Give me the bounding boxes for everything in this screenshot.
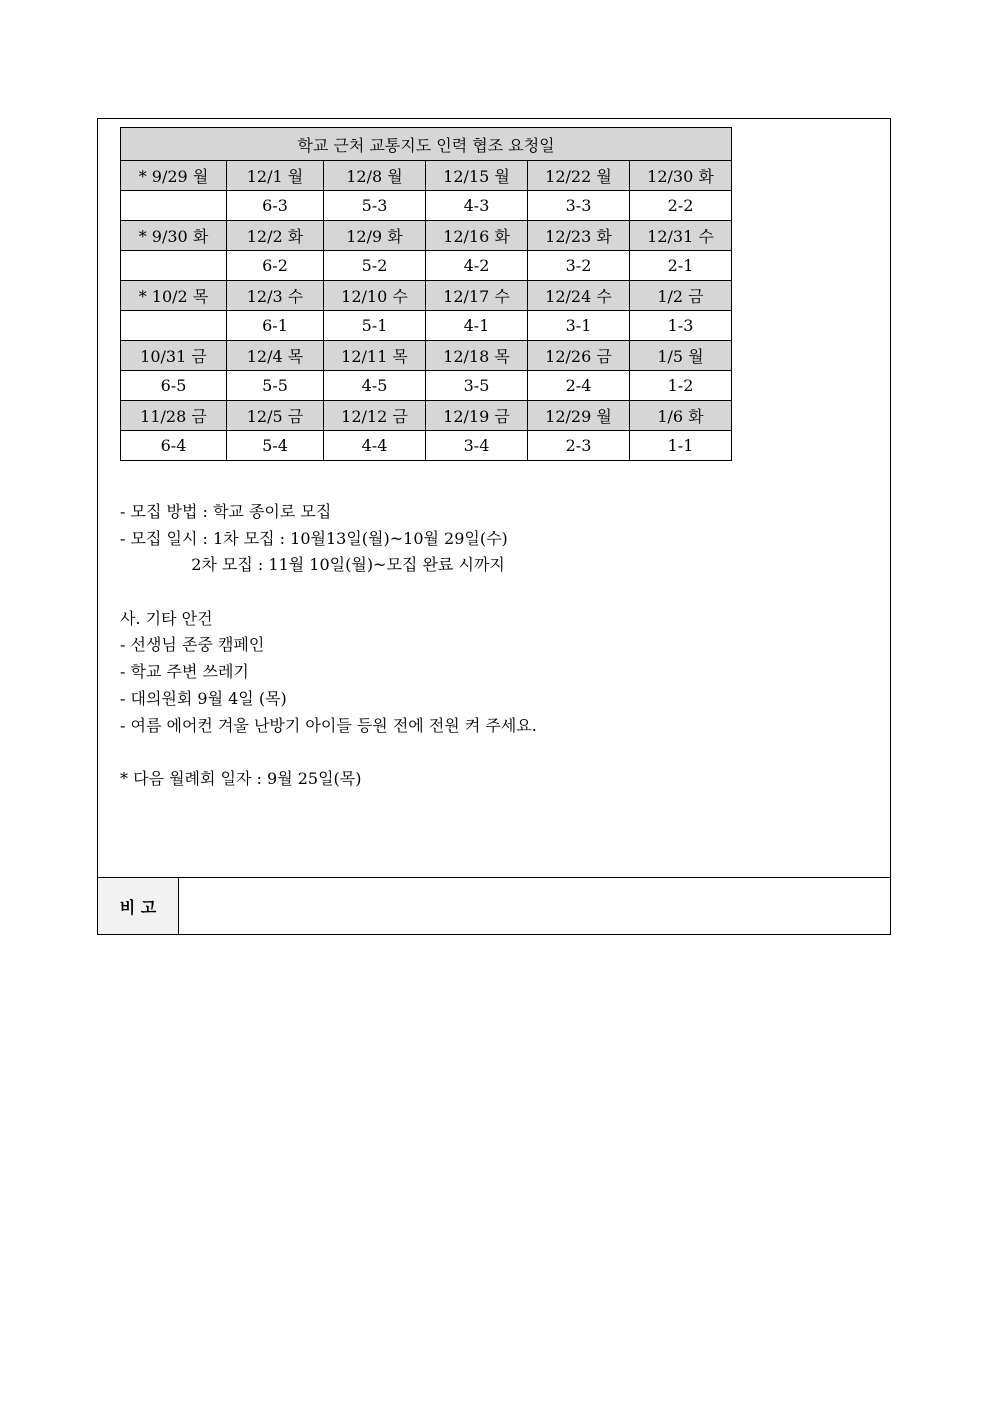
schedule-date-cell: 12/2 화 bbox=[227, 221, 324, 251]
schedule-class-cell: 4-2 bbox=[426, 251, 528, 281]
schedule-date-cell: 12/16 화 bbox=[426, 221, 528, 251]
blank-line bbox=[120, 739, 537, 766]
schedule-class-cell: 2-1 bbox=[630, 251, 732, 281]
content-section bbox=[98, 119, 890, 878]
schedule-date-row bbox=[121, 341, 732, 371]
schedule-class-cell: 5-5 bbox=[227, 371, 324, 401]
schedule-class-cell: 6-2 bbox=[227, 251, 324, 281]
schedule-class-cell: 2-4 bbox=[528, 371, 630, 401]
schedule-class-cell: 1-3 bbox=[630, 311, 732, 341]
schedule-date-cell: 12/24 수 bbox=[528, 281, 630, 311]
schedule-date-cell: 12/9 화 bbox=[324, 221, 426, 251]
schedule-class-cell: 5-1 bbox=[324, 311, 426, 341]
schedule-title: 학교 근처 교통지도 인력 협조 요청일 bbox=[121, 128, 732, 161]
schedule-date-cell: 12/5 금 bbox=[227, 401, 324, 431]
schedule-class-cell: 2-2 bbox=[630, 191, 732, 221]
schedule-class-cell: 6-1 bbox=[227, 311, 324, 341]
schedule-class-cell: 4-1 bbox=[426, 311, 528, 341]
schedule-class-cell: 3-1 bbox=[528, 311, 630, 341]
schedule-date-cell: 1/2 금 bbox=[630, 281, 732, 311]
schedule-class-cell: 3-5 bbox=[426, 371, 528, 401]
schedule-date-row bbox=[121, 161, 732, 191]
schedule-class-cell: 3-3 bbox=[528, 191, 630, 221]
schedule-date-row bbox=[121, 281, 732, 311]
schedule-date-cell: 12/31 수 bbox=[630, 221, 732, 251]
note-line: - 모집 일시 : 1차 모집 : 10월13일(월)~10월 29일(수) bbox=[120, 528, 508, 548]
schedule-class-cell: 3-4 bbox=[426, 431, 528, 461]
schedule-date-cell: 12/15 월 bbox=[426, 161, 528, 191]
schedule-date-cell: 12/19 금 bbox=[426, 401, 528, 431]
note-line: - 선생님 존중 캠페인 bbox=[120, 635, 265, 655]
schedule-class-cell: 4-4 bbox=[324, 431, 426, 461]
schedule-class-cell bbox=[121, 191, 227, 221]
note-line: - 여름 에어컨 겨울 난방기 아이들 등원 전에 전원 켜 주세요. bbox=[120, 715, 537, 735]
remarks-value bbox=[179, 878, 890, 934]
schedule-class-row bbox=[121, 251, 732, 281]
schedule-date-cell: 12/1 월 bbox=[227, 161, 324, 191]
schedule-class-row bbox=[121, 371, 732, 401]
schedule-date-cell: 1/5 월 bbox=[630, 341, 732, 371]
notes-section bbox=[120, 499, 537, 793]
blank-line bbox=[120, 579, 537, 606]
schedule-date-cell: * 9/29 월 bbox=[121, 161, 227, 191]
schedule-date-cell: 12/29 월 bbox=[528, 401, 630, 431]
schedule-date-row bbox=[121, 221, 732, 251]
schedule-date-cell: 12/22 월 bbox=[528, 161, 630, 191]
note-line: 2차 모집 : 11월 10일(월)~모집 완료 시까지 bbox=[120, 555, 505, 575]
remarks-label: 비 고 bbox=[98, 878, 179, 934]
schedule-class-cell: 5-3 bbox=[324, 191, 426, 221]
note-line: 사. 기타 안건 bbox=[120, 608, 213, 628]
schedule-date-cell: 12/26 금 bbox=[528, 341, 630, 371]
schedule-class-cell: 6-4 bbox=[121, 431, 227, 461]
schedule-class-cell: 5-4 bbox=[227, 431, 324, 461]
remarks-row bbox=[98, 878, 890, 934]
schedule-date-cell: 12/30 화 bbox=[630, 161, 732, 191]
schedule-class-cell: 4-5 bbox=[324, 371, 426, 401]
schedule-class-cell: 5-2 bbox=[324, 251, 426, 281]
schedule-date-cell: 12/3 수 bbox=[227, 281, 324, 311]
schedule-date-cell: 1/6 화 bbox=[630, 401, 732, 431]
schedule-date-cell: 12/23 화 bbox=[528, 221, 630, 251]
schedule-class-cell: 1-1 bbox=[630, 431, 732, 461]
document-frame bbox=[97, 118, 891, 935]
schedule-title-row bbox=[121, 128, 732, 161]
schedule-date-cell: 12/4 목 bbox=[227, 341, 324, 371]
schedule-date-cell: 12/17 수 bbox=[426, 281, 528, 311]
schedule-class-cell: 3-2 bbox=[528, 251, 630, 281]
schedule-class-row bbox=[121, 431, 732, 461]
schedule-date-cell: 11/28 금 bbox=[121, 401, 227, 431]
schedule-date-cell: * 9/30 화 bbox=[121, 221, 227, 251]
schedule-class-cell: 2-3 bbox=[528, 431, 630, 461]
schedule-class-row bbox=[121, 311, 732, 341]
schedule-date-cell: 12/10 수 bbox=[324, 281, 426, 311]
schedule-body bbox=[121, 161, 732, 461]
note-line: - 모집 방법 : 학교 종이로 모집 bbox=[120, 502, 332, 521]
note-line: - 대의원회 9월 4일 (목) bbox=[120, 688, 287, 708]
schedule-date-cell: 12/8 월 bbox=[324, 161, 426, 191]
schedule-date-cell: 10/31 금 bbox=[121, 341, 227, 371]
note-line: - 학교 주변 쓰레기 bbox=[120, 662, 249, 682]
schedule-class-cell bbox=[121, 311, 227, 341]
schedule-date-cell: 12/11 목 bbox=[324, 341, 426, 371]
schedule-class-cell bbox=[121, 251, 227, 281]
schedule-date-cell: 12/18 목 bbox=[426, 341, 528, 371]
schedule-class-cell: 1-2 bbox=[630, 371, 732, 401]
schedule-class-cell: 4-3 bbox=[426, 191, 528, 221]
schedule-class-row bbox=[121, 191, 732, 221]
schedule-date-cell: * 10/2 목 bbox=[121, 281, 227, 311]
traffic-duty-schedule-table bbox=[120, 127, 732, 461]
schedule-date-cell: 12/12 금 bbox=[324, 401, 426, 431]
schedule-date-row bbox=[121, 401, 732, 431]
schedule-class-cell: 6-5 bbox=[121, 371, 227, 401]
note-line: * 다음 월례회 일자 : 9월 25일(목) bbox=[120, 768, 362, 788]
schedule-class-cell: 6-3 bbox=[227, 191, 324, 221]
